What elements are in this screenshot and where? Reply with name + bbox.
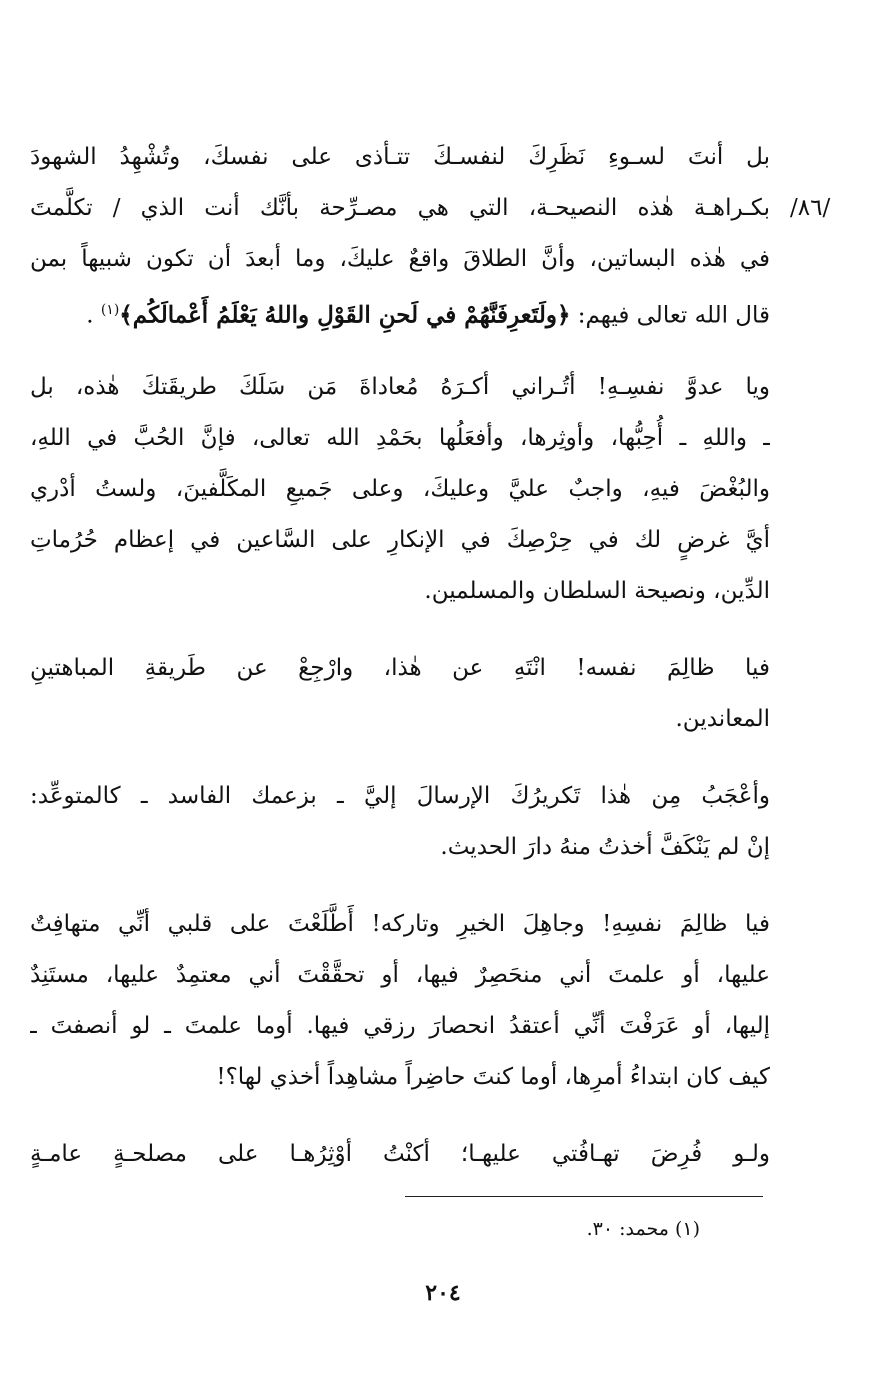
paragraph-5	[30, 899, 770, 1103]
text-line: الدِّين، ونصيحة السلطان والمسلمين.	[424, 578, 770, 604]
text-line: ـ واللهِ ـ أُحِبُّها، وأوثِرها، وأفعَلُها بحَمْدِ الله تعالى، فإنَّ الحُبَّ في اللهِ،	[30, 425, 770, 451]
text-fragment: قال الله تعالى فيهم:	[577, 302, 770, 329]
text-line: وأعْجَبُ مِن هٰذا تَكريرُكَ الإرسالَ إليَّ ـ بزعمك الفاسد ـ كالمتوعِّد:	[30, 783, 770, 809]
text-line: فيا ظالِمَ نفسِهِ! وجاهِلَ الخيرِ وتاركه! أَطَّلَعْتَ على قلبي أنِّي متهافِتٌ	[30, 911, 770, 937]
text-line: عليها، أو علمتَ أني منحَصِرٌ فيها، أو تحقَّقْتَ أني معتمِدٌ عليها، مستَنِدٌ	[30, 962, 770, 988]
paragraph-6	[30, 1129, 770, 1180]
text-fragment: .	[86, 302, 94, 329]
text-line: بكـراهـة هٰذه النصيحـة، التي هي مصـرِّحة بأنَّك أنت الذي / تكلَّمتَ	[30, 195, 770, 221]
text-line: بل أنتَ لسـوءِ نَظَرِكَ لنفسـكَ تتـأذى على نفسكَ، وتُشْهِدُ الشهودَ	[30, 144, 770, 170]
footnote: (١) محمد: ٣٠.	[586, 1218, 700, 1240]
text-line: في هٰذه البساتين، وأنَّ الطلاقَ واقعٌ عليكَ، وما أبعدَ أن تكون شبيهاً بمن	[30, 246, 770, 272]
paragraph-2	[30, 362, 770, 617]
quran-verse: ﴿ولَتَعرِفَنَّهُمْ في لَحنِ القَوْلِ واللهُ يَعْلَمُ أَعْمالَكُم﴾	[119, 301, 571, 329]
paragraph-4	[30, 771, 770, 873]
text-line: والبُغْضَ فيهِ، واجبٌ عليَّ وعليكَ، وعلى جَميعِ المكَلَّفينَ، ولستُ أدْري	[30, 476, 770, 502]
text-line-with-quran	[30, 285, 770, 336]
text-line: فيا ظالِمَ نفسه! انْتَهِ عن هٰذا، وارْجِعْ عن طَريقةِ المباهتينِ	[30, 655, 770, 681]
text-line: ويا عدوَّ نفسِـهِ! أتُـراني أكـرَهُ مُعاداةَ مَن سَلَكَ طريقَتكَ هٰذه، بل	[30, 374, 770, 400]
text-line: كيف كان ابتداءُ أمرِها، أوما كنتَ حاضِراً مشاهِداً أخذي لها؟!	[216, 1064, 770, 1090]
text-line: ولـو فُرِضَ تهـافُتي عليهـا؛ أكنْتُ أوْثِرُهـا على مصلحـةٍ عامـةٍ	[30, 1141, 770, 1167]
paragraph-3	[30, 643, 770, 745]
text-line: إنْ لم يَنْكَفَّ أخذتُ منهُ دارَ الحديث.	[440, 834, 770, 860]
footnote-separator	[405, 1196, 763, 1197]
page-number: ٢٠٤	[425, 1280, 461, 1306]
margin-page-marker: /٨٦/	[790, 195, 831, 221]
text-line: إليها، أو عَرَفْتَ أنِّي أعتقدُ انحصارَ رزقي فيها. أوما علمتَ ـ لو أنصفتَ ـ	[30, 1013, 770, 1039]
paragraph-1	[30, 132, 770, 336]
footnote-marker: (١)	[100, 302, 120, 318]
text-line: أيَّ غرضٍ لك في حِرْصِكَ في الإنكارِ على السَّاعين في إعظام حُرُماتِ	[30, 527, 770, 553]
page-body	[30, 120, 770, 1180]
text-line: المعاندين.	[675, 706, 770, 732]
